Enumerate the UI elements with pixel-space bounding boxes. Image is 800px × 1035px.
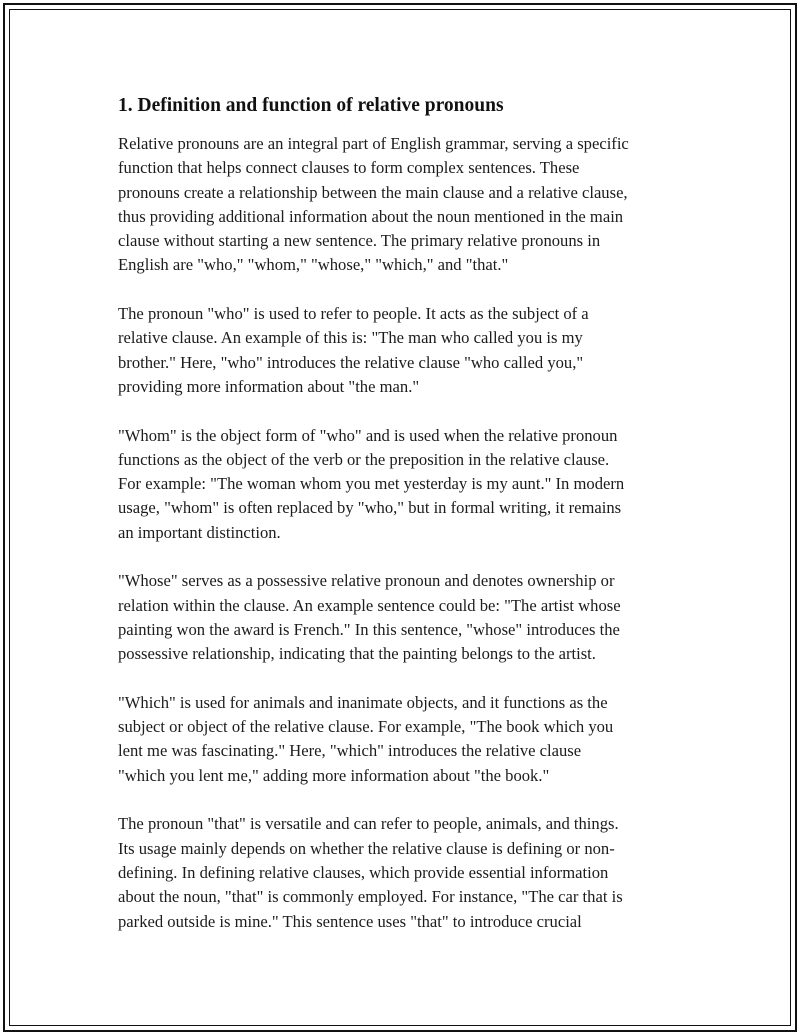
paragraph-that: The pronoun "that" is versatile and can refer to people, animals, and things. Its usage mainly depends on whether the relative clause is defining or non- defining. In defining relative clauses, which provide essential information about the noun, "that" is commonly employed. For instance, "The car that is parked outside is mine." This sentence uses "that" to introduce crucial	[118, 814, 623, 931]
paragraph-whose: "Whose" serves as a possessive relative pronoun and denotes ownership or relation within the clause. An example sentence could be: "The artist whose painting won the award is French." In this sentence, "whose" introduces the possessive relationship, indicating that the painting belongs to the artist.	[118, 571, 621, 664]
document-body	[118, 92, 693, 958]
paragraph-whom: "Whom" is the object form of "who" and is used when the relative pronoun functions as the object of the verb or the preposition in the relative clause. For example: "The woman whom you met yesterday is my aunt." In modern usage, "whom" is often replaced by "who," but in formal writing, it remains an important distinction.	[118, 425, 625, 542]
paragraph-which: "Which" is used for animals and inanimate objects, and it functions as the subject or object of the relative clause. For example, "The book which you lent me was fascinating." Here, "which" introduces the relative clause "which you lent me," adding more information about "the book."	[118, 692, 614, 785]
paragraph-intro: Relative pronouns are an integral part of English grammar, serving a specific function that helps connect clauses to form complex sentences. These pronouns create a relationship between the main clause and a relative clause, thus providing additional information about the noun mentioned in the main clause without starting a new sentence. The primary relative pronouns in English are "who," "whom," "whose," "which," and "that."	[118, 134, 629, 275]
section-heading: 1. Definition and function of relative pronouns	[118, 95, 504, 116]
paragraph-who: The pronoun "who" is used to refer to people. It acts as the subject of a relative clause. An example of this is: "The man who called you is my brother." Here, "who" introduces the relative clause "who called you," providing more information about "the man."	[118, 304, 589, 396]
